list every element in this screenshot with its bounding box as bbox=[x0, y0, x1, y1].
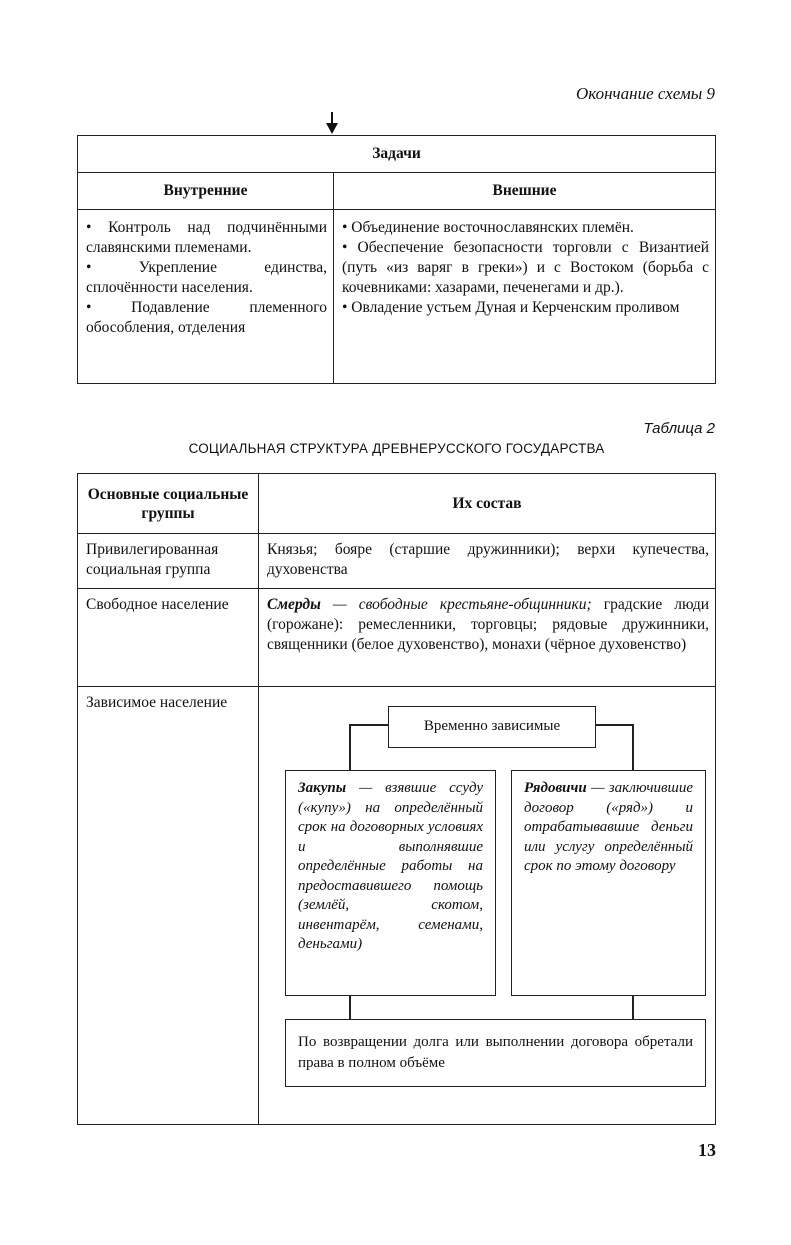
internal-tasks-cell bbox=[78, 210, 334, 384]
zakupy-box bbox=[285, 770, 496, 996]
external-header: Внешние bbox=[334, 173, 716, 210]
debt-repayment-box: По возвращении долга или выполнении договора обретали права в полном объёме bbox=[285, 1019, 706, 1087]
smerdy-definition: — свободные крестьяне-общинники; bbox=[320, 596, 592, 613]
tasks-title: Задачи bbox=[78, 136, 716, 173]
groups-header: Основные социальные группы bbox=[78, 474, 259, 534]
group-cell: Зависимое население bbox=[78, 687, 259, 1125]
ryadovichi-box bbox=[511, 770, 706, 996]
connector-line bbox=[349, 724, 389, 726]
connector-line bbox=[349, 996, 351, 1019]
ryadovichi-definition: — заключившие договор («ряд») и отрабатывавшие деньги или услугу определённый срок по этому договору bbox=[524, 780, 693, 874]
table-label: Таблица 2 bbox=[643, 420, 715, 437]
connector-line bbox=[595, 724, 633, 726]
group-cell: Свободное население bbox=[78, 589, 259, 687]
free-population-list: градские люди (горожане): ремесленники, торговцы; рядовые дружинники, священники (белое духовенство), монахи (чёрное духовенство) bbox=[267, 596, 709, 653]
smerdy-term: Смерды bbox=[267, 596, 321, 613]
external-tasks-cell bbox=[334, 210, 716, 384]
composition-header: Их состав bbox=[259, 474, 716, 534]
internal-task-item: • Укрепление единства, сплочённости населения. bbox=[86, 259, 327, 296]
table-title: СОЦИАЛЬНАЯ СТРУКТУРА ДРЕВНЕРУССКОГО ГОСУДАРСТВА bbox=[188, 441, 605, 456]
internal-header: Внутренние bbox=[78, 173, 334, 210]
group-cell: Привилегированная социальная группа bbox=[78, 534, 259, 589]
connector-line bbox=[632, 996, 634, 1019]
down-arrow-icon bbox=[326, 123, 338, 134]
zakupy-term: Закупы bbox=[298, 780, 347, 796]
page-number: 13 bbox=[698, 1140, 716, 1160]
connector-line bbox=[349, 724, 351, 770]
temporarily-dependent-box: Временно зависимые bbox=[388, 706, 596, 748]
external-task-item: • Овладение устьем Дуная и Керченским проливом bbox=[342, 299, 680, 316]
connector-line bbox=[632, 724, 634, 770]
internal-task-item: • Контроль над подчинёнными славянскими племенами. bbox=[86, 219, 327, 256]
internal-task-item: • Подавление племенного обособления, отделения bbox=[86, 299, 327, 336]
external-task-item: • Объединение восточнославянских племён. bbox=[342, 219, 634, 236]
composition-cell: Князья; бояре (старшие дружинники); верхи купечества, духовенства bbox=[259, 534, 716, 589]
ryadovichi-term: Рядовичи bbox=[524, 780, 587, 796]
scheme-continuation-caption: Окончание схемы 9 bbox=[576, 84, 715, 103]
zakupy-definition: — взявшие ссуду («купу») на определённый срок на договорных условиях и выполнявшие определённые работы на предоставившего помощь (землёй, скотом, инвентарём, семенами, деньгами) bbox=[298, 780, 483, 952]
tasks-table bbox=[77, 135, 716, 384]
external-task-item: • Обеспечение безопасности торговли с Византией (путь «из варяг в греки») и с Востоком (борьба с кочевниками: хазарами, печенегами и др.). bbox=[342, 239, 709, 296]
composition-cell bbox=[259, 589, 716, 687]
